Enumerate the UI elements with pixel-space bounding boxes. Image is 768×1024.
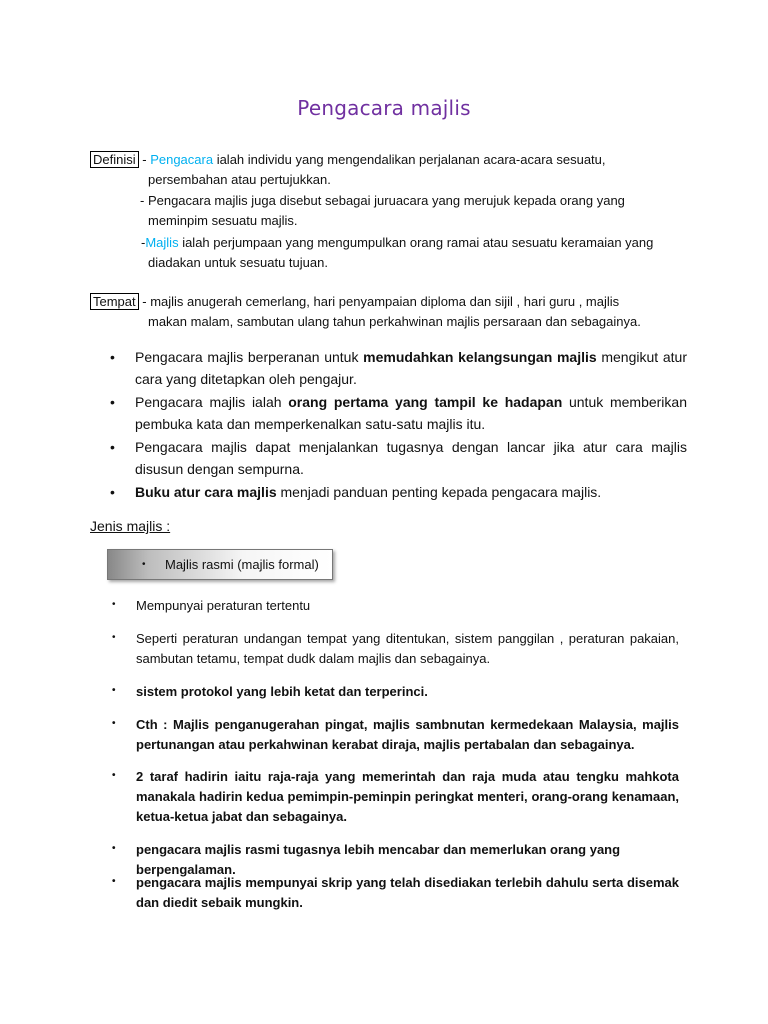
list-item: • pengacara majlis rasmi tugasnya lebih mencabar dan memerlukan orang yang berpengalaman. <box>111 840 679 880</box>
list-item: • pengacara majlis mempunyai skrip yang telah disediakan terlebih dahulu serta disemak dan diedit sebaik mungkin. <box>111 873 679 913</box>
bullet-icon: • <box>110 484 115 500</box>
definisi-sep: - <box>138 152 151 167</box>
bullet-icon: • <box>112 632 116 643</box>
bullet-icon: • <box>110 349 115 365</box>
list-item: • Pengacara majlis ialah orang pertama yang tampil ke hadapan untuk memberikan pembuka kata dan memperkenalkan satu-satu majlis itu. <box>107 391 687 435</box>
bullet-icon: • <box>112 685 116 696</box>
list-item: • Seperti peraturan undangan tempat yang ditentukan, sistem panggilan , peraturan pakaian, sambutan tetamu, tempat dudk dalam majlis dan sebagainya. <box>111 629 679 669</box>
page-title: Pengacara majlis <box>297 96 471 120</box>
bullet-icon: • <box>142 559 146 570</box>
definisi-line2: persembahan atau pertujukkan. <box>148 172 331 188</box>
tempat-label: Tempat <box>90 293 139 310</box>
definisi-line5-prefix: - <box>141 234 146 250</box>
list-item: • Pengacara majlis berperanan untuk memudahkan kelangsungan majlis mengikut atur cara yang ditetapkan oleh pengajur. <box>107 346 687 390</box>
definisi-line4: meminpim sesuatu majlis. <box>148 213 298 229</box>
bullet-icon: • <box>112 718 116 729</box>
bullet-icon: • <box>110 439 115 455</box>
list-item: • Mempunyai peraturan tertentu <box>111 596 679 616</box>
tempat-block <box>90 292 690 332</box>
bullet-icon: • <box>112 876 116 887</box>
list-item: • Buku atur cara majlis menjadi panduan penting kepada pengacara majlis. <box>107 481 687 503</box>
bullet-icon: • <box>110 394 115 410</box>
tempat-line2: makan malam, sambutan ulang tahun perkahwinan majlis persaraan dan sebagainya. <box>148 314 641 330</box>
majlis-rasmi-label: Majlis rasmi (majlis formal) <box>165 557 319 572</box>
bullet-icon: • <box>112 599 116 610</box>
definisi-line6: diadakan untuk sesuatu tujuan. <box>148 254 328 270</box>
definisi-term: Pengacara <box>150 152 214 167</box>
definisi-line1: ialah individu yang mengendalikan perjalanan acara-acara sesuatu, <box>213 152 606 167</box>
definisi-line3: - Pengacara majlis juga disebut sebagai juruacara yang merujuk kepada orang yang <box>140 193 625 209</box>
jenis-majlis-heading: Jenis majlis : <box>90 518 171 534</box>
definisi-line5: ialah perjumpaan yang mengumpulkan orang ramai atau sesuatu keramaian yang <box>178 234 654 250</box>
definisi-block <box>90 150 690 273</box>
majlis-term: Majlis <box>145 234 179 250</box>
bullet-icon: • <box>112 770 116 781</box>
list-item: • sistem protokol yang lebih ketat dan terperinci. <box>111 682 679 702</box>
list-item: • Pengacara majlis dapat menjalankan tugasnya dengan lancar jika atur cara majlis disusun dengan sempurna. <box>107 436 687 480</box>
bullet-icon: • <box>112 843 116 854</box>
list-item: • 2 taraf hadirin iaitu raja-raja yang memerintah dan raja muda atau tengku mahkota manakala hadirin kedua pemimpin-peminpin peringkat menteri, orang-orang kenamaan, ketua-ketua jabat dan sebagainya. <box>111 767 679 827</box>
definisi-label: Definisi <box>90 151 139 168</box>
majlis-rasmi-box <box>107 549 333 580</box>
list-item: • Cth : Majlis penganugerahan pingat, majlis sambnutan kermedekaan Malaysia, majlis pertunangan atau perkahwinan kerabat diraja, majlis pertabalan dan sebagainya. <box>111 715 679 755</box>
main-bullet-list <box>107 346 687 504</box>
tempat-line1: - majlis anugerah cemerlang, hari penyampaian diploma dan sijil , hari guru , majlis <box>138 294 620 309</box>
